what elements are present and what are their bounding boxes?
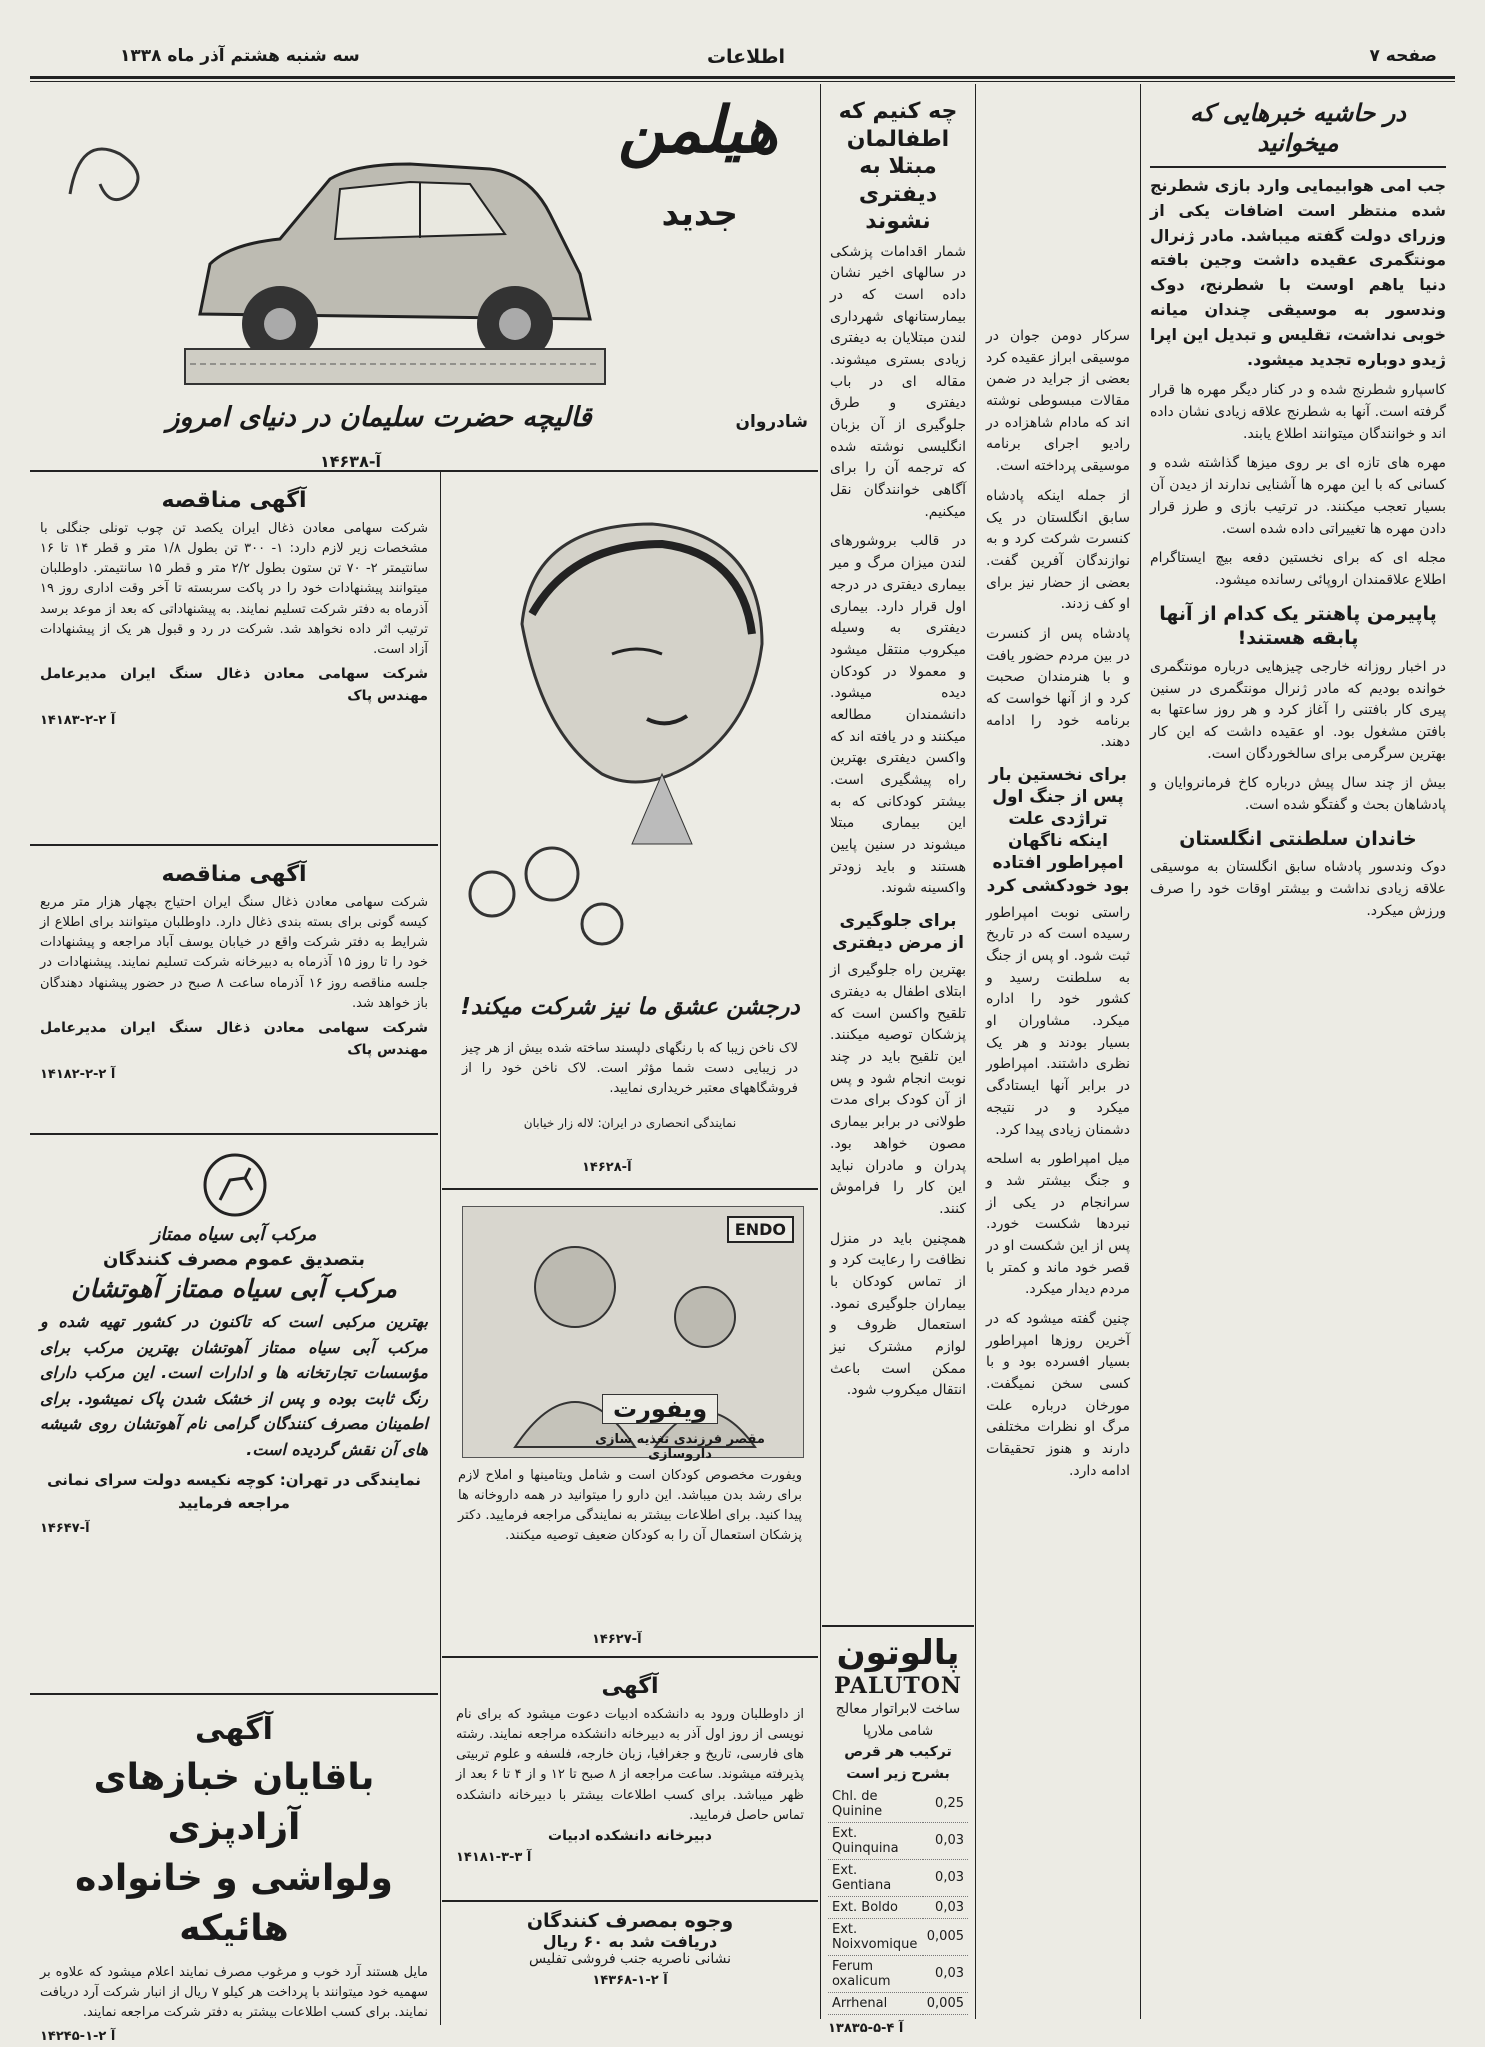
diphtheria-title: چه کنیم که اطفالمان مبتلا به دیفتری نشوند xyxy=(838,99,958,234)
ingredient-amount: 0,03 xyxy=(923,1859,968,1896)
tender-body: شرکت سهامی معادن ذغال ایران یکصد تن چوب تونلی جنگلی با مشخصات زیر لازم دارد: ۱- ۳۰۰ تن بطول ۱/۸ متر و قطر ۱۴ تا ۱۶ سانتیمتر ۲- ۷۰ تن ستون بطول ۲/۲ متر و قطر ۱۵ سانتیمتر. داوطلبان میتوانند پیشنهادات خود را در پاکت سربسته تا آخر وقت اداری روز ۱۹ آذرماه به دفتر شرکت تسلیم نمایند. به پیشنهاداتی که بعد از موعد برسد ترتیب اثر داده نخواهد شد. شرکت در رد و قبول هر یک از پیشنهادات آزاد است. xyxy=(40,521,429,657)
tender-ad-2 xyxy=(30,850,438,1135)
ad-ref: ۱۴۱۸۱-آ ۳-۳ xyxy=(456,1849,532,1865)
deer-logo xyxy=(200,1150,270,1220)
header-rule xyxy=(30,76,1455,79)
endo-logo: ENDO xyxy=(727,1216,794,1243)
article-paragraph: چنین گفته میشود که در آخرین روزها امپراطور بسیار افسرده بود و با کسی سخن نمیگفت. مورخان درباره علت مرگ او نظرات مختلفی دارند و هنوز تحقیقات ادامه دارد. xyxy=(986,1311,1130,1479)
ingredient-amount: 0,005 xyxy=(923,1918,968,1955)
paluton-composition: ترکیب هر قرص بشرح زیر است xyxy=(844,1744,952,1783)
diphtheria-article xyxy=(822,88,974,1618)
new-label: جدید xyxy=(661,194,738,234)
payment-line: وجوه بمصرف کنندگان xyxy=(526,1910,734,1932)
vifort-ad xyxy=(442,1194,818,1658)
ad-ref: ۱۴۲۴۵-آ ۲-۱ xyxy=(40,2028,116,2044)
ad-ref: ۱۴۱۸۲-آ ۲-۲ xyxy=(40,1067,116,1083)
car-illustration xyxy=(170,124,610,394)
page-number: صفحه ۷ xyxy=(1369,46,1437,66)
ad-ref: ۱۴۶۳۸-آ xyxy=(320,452,381,471)
ad-ref: ۱۴۶۴۷-آ xyxy=(40,1521,90,1537)
ingredient-row xyxy=(828,1786,968,1823)
woman-illustration xyxy=(462,504,802,864)
nail-headline: درجشن عشق ما نیز شرکت میکند! xyxy=(460,994,800,1020)
ingredient-name: Arrhenal xyxy=(828,1992,923,2014)
tender-sign: شرکت سهامی معادن ذغال سنگ ایران مدیرعامل مهندس پاک xyxy=(40,665,428,704)
car-dealer: شادروان xyxy=(735,412,808,432)
article-paragraph: شمار اقدامات پزشکی در سالهای اخیر نشان داده است که در بیمارستانهای شهرداری لندن مبتلایان به دیفتری زیادی بستری میشوند. مقاله ای در باب دیفتری و طرق جلوگیری از آن بزبان انگلیسی نوشته شده که ترجمه آن را برای آگاهی خوانندگان نقل میکنیم. xyxy=(830,243,966,520)
issue-date: سه شنبه هشتم آذر ماه ۱۳۳۸ xyxy=(120,46,360,66)
article-paragraph: بهترین راه جلوگیری از ابتلای اطفال به دیفتری تلقیح واکسن است که پزشکان توصیه میکنند. این تلقیح باید در چند نوبت انجام شود و پس از آن کودک برای مدت طولانی در برابر بیماری مصون خواهد بود. پدران و مادران نباید این کار را فراموش کنند. xyxy=(830,962,966,1217)
ad-title: آگهی xyxy=(195,1712,273,1747)
column-divider xyxy=(1140,84,1141,2019)
ink-distributor: نمایندگی در تهران: کوچه نکیسه دولت سرای نمانی مراجعه فرمایید xyxy=(47,1470,421,1512)
nail-distributor: نمایندگی انحصاری در ایران: لاله زار خیابان xyxy=(523,1116,737,1130)
payment-line: نشانی ناصریه جنب فروشی تفلیس xyxy=(528,1951,732,1967)
ink-intro: بتصدیق عموم مصرف کنندگان xyxy=(102,1249,365,1270)
paluton-brand-en: PALUTON xyxy=(833,1673,963,1699)
university-sign: دبیرخانه دانشکده ادبیات xyxy=(548,1827,712,1844)
hillman-car-ad xyxy=(30,84,818,472)
ad-ref: ۱۳۸۳۵-آ ۴-۵ xyxy=(828,2020,904,2036)
ink-body: بهترین مرکبی است که تاکنون در کشور تهیه شده و مرکب آبی سیاه ممتاز آهوتشان بهترین مرکب برای مؤسسات تجارتخانه ها و ادارات است. این مرکب دارای رنگ ثابت بوده و پس از خشک شدن پاک نمیشود. برای اطمینان مصرف کنندگان گرامی نام آهوتشان روی شیشه های آن نقش گردیده است. xyxy=(40,1312,428,1459)
article-paragraph: پادشاه پس از کنسرت در بین مردم حضور یافت و با هنرمندان صحبت کرد و از آنها خواست که برنامه خود را ادامه دهند. xyxy=(986,625,1130,751)
ingredient-amount: 0,03 xyxy=(923,1955,968,1992)
article-column xyxy=(978,320,1138,2020)
university-ad xyxy=(442,1662,818,1902)
payment-ad xyxy=(442,1906,818,2020)
news-paragraph: بیش از چند سال پیش درباره کاخ فرمانروایان و پادشاهان بحث و گفتگو شده است. xyxy=(1150,775,1446,814)
ingredient-amount: 0,25 xyxy=(923,1786,968,1823)
swirl-decoration xyxy=(60,124,170,214)
ingredient-name: Ferum oxalicum xyxy=(828,1955,923,1992)
tender-body: شرکت سهامی معادن ذغال سنگ ایران احتیاج بچهار هزار متر مربع کیسه گونی برای بسته بندی ذغال دارد. داوطلبان میتوانند برای اطلاع از شرایط به دفتر شرکت واقع در خیابان یوسف آباد مراجعه و پیشنهادات خود را تا روز ۱۵ آذرماه به دبیرخانه شرکت تسلیم نمایند. پیشنهادات در جلسه مناقصه روز ۱۶ آذرماه ساعت ۸ صبح در حضور پیشنهاد دهندگان باز خواهد شد. xyxy=(40,895,429,1011)
university-body: از داوطلبان ورود به دانشکده ادبیات دعوت میشود که برای نام نویسی از روز اول آذر به دبیرخانه دانشکده مراجعه نمایند. رشته های فارسی، تاریخ و جغرافیا، زبان خارجه، فلسفه و علوم تربیتی پذیرفته میشوند. ساعت مراجعه از ۸ صبح تا ۱۲ و از ۴ تا ۶ بعد از ظهر میباشد. برای کسب اطلاعات بیشتر با دبیرخانه دانشکده تماس حاصل فرمایید. xyxy=(456,1707,804,1823)
ingredient-name: Ext. Gentiana xyxy=(828,1859,923,1896)
news-paragraph: جب امی هوابیمایی وارد بازی شطرنج شده منتظر است اضافات یکی از وزرای دولت گفته میباشد. مادر ژنرال مونتگمری عقیده داشت وجین بافته دنیا یاهم اوست با شطرنج، دوک وندسور به موسیقی چندان میانه خوبی نداشت، تقلیس و تبدیل این اپرا ژیدو دوباره تجدید میشود. xyxy=(1150,176,1446,369)
ingredient-row xyxy=(828,1859,968,1896)
column-divider xyxy=(820,84,821,2019)
ingredients-table xyxy=(828,1786,968,2015)
paluton-brand-fa: پالوتون xyxy=(836,1633,960,1673)
flowers-decoration xyxy=(452,834,652,984)
bakers-headline: ولواشی و خانواده هائیکه xyxy=(75,1857,393,1950)
vifort-tagline: مقصر فرزندی تغذیه سازی داروسازی xyxy=(595,1432,765,1462)
ingredient-row xyxy=(828,1918,968,1955)
article-paragraph: راستی نوبت امپراطور رسیده است که در تاریخ ثبت شود. او پس از جنگ به سلطنت رسید و کشور خود را اداره میکرد. مشاوران او بسیار بودند و هر یک نظری داشتند. امپراطور در برابر آنها ایستادگی میکرد و در نتیجه دشمنان زیادی پیدا کرد. xyxy=(986,904,1130,1138)
ink-headline: مرکب آبی سیاه ممتاز آهوتشان xyxy=(71,1274,397,1303)
ingredient-amount: 0,03 xyxy=(923,1822,968,1859)
ingredient-amount: 0,03 xyxy=(923,1896,968,1918)
news-paragraph: کاسپارو شطرنج شده و در کنار دیگر مهره ها قرار گرفته است. آنها به شطرنج علاقه زیادی نشان داده اند و خوانندگان میتوانند اطلاع یابند. xyxy=(1150,382,1446,442)
column-divider xyxy=(975,84,976,2019)
news-paragraph: در اخبار روزانه خارجی چیزهایی درباره مونتگمری خوانده بودیم که مادر ژنرال مونتگمری در سنین پیری کار بافتنی را آغاز کرد و هر روز ساعتها به بافتن مشغول بود. او عقیده داشت که این کار بهترین سرگرمی برای سالخوردگان است. xyxy=(1150,658,1446,762)
paluton-ad xyxy=(822,1625,974,2036)
article-subheading: برای نخستین بار پس از جنگ اول تراژدی علت اینکه ناگهان امپراطور افتاده بود خودکشی کرد xyxy=(986,765,1130,896)
ad-ref: ۱۴۶۲۷-آ xyxy=(592,1632,642,1647)
ad-ref: ۱۴۶۲۸-آ xyxy=(582,1160,632,1175)
ad-title: آگهی مناقصه xyxy=(161,862,307,887)
nail-body: لاک ناخن زیبا که با رنگهای دلپسند ساخته شده بیش از هر چیز در زیبایی دست شما مؤثر است. لاک ناخن خود را از فروشگاههای معتبر خریداری نمایید. xyxy=(462,1041,798,1097)
ingredient-row xyxy=(828,1992,968,2014)
ad-ref: ۱۴۳۶۸-آ ۲-۱ xyxy=(592,1973,668,1988)
column-divider xyxy=(440,470,441,2025)
nail-polish-ad xyxy=(442,474,818,1190)
article-paragraph: از جمله اینکه پادشاه سابق انگلستان در یک کنسرت شرکت کرد و به نوازندگان آفرین گفت. بعضی از حضار نیز برای او کف زدند. xyxy=(986,487,1130,613)
ingredient-row xyxy=(828,1955,968,1992)
article-paragraph: میل امپراطور به اسلحه و جنگ بیشتر شد و سرانجام در یکی از نبردها شکست خورد. پس از این شکست او در قصر خود ماند و کمتر با مردم دیدار میکرد. xyxy=(986,1151,1130,1298)
tender-sign: شرکت سهامی معادن ذغال سنگ ایران مدیرعامل مهندس پاک xyxy=(40,1019,428,1058)
tender-ad-1 xyxy=(30,476,438,846)
article-paragraph: همچنین باید در منزل نظافت را رعایت کرد و از تماس کودکان با بیماران جلوگیری نمود. استعمال ظروف و لوازم مشترک نیز ممکن است باعث انتقال میکروب شود. xyxy=(830,1230,966,1399)
news-subheading: پاپیرمن پاهنتر یک کدام از آنها پابقه هستند! xyxy=(1159,602,1437,650)
news-column xyxy=(1142,88,1454,2023)
ingredient-name: Ext. Quinquina xyxy=(828,1822,923,1859)
ink-ad xyxy=(30,1140,438,1695)
paluton-desc: ساخت لابراتوار معالج شامی ملارپا xyxy=(835,1701,961,1739)
ingredient-name: Ext. Boldo xyxy=(828,1896,923,1918)
bakers-body: مایل هستند آرد خوب و مرغوب مصرف نمایند اعلام میشود که علاوه بر سهمیه خود میتوانند با پرداخت هر کیلو ۷ ریال از انبار شرکت آرد دریافت نمایند. برای کسب اطلاعات بیشتر به دفتر شرکت مراجعه نمایند. xyxy=(40,1964,429,2020)
vifort-body: ویفورت مخصوص کودکان است و شامل ویتامینها و املاح لازم برای رشد بدن میباشد. این دارو را میتوانید در همه داروخانه ها پیدا کنید. برای اطلاعات بیشتر به نمایندگی مراجعه فرمایید. دکتر پزشکان استعمال آن را به کودکان ضعیف توصیه میکنند. xyxy=(458,1468,802,1544)
news-title: در حاشیه خبرهایی که میخوانید xyxy=(1150,98,1446,168)
vifort-brand: ویفورت xyxy=(602,1394,718,1424)
article-subheading: برای جلوگیری از مرض دیفتری xyxy=(832,911,964,954)
ink-brand: مرکب آبی سیاه ممتاز xyxy=(151,1224,317,1245)
article-paragraph: سرکار دومن جوان در موسیقی ابراز عقیده کرد بعضی از جراید در ضمن مقالات مبسوطی نوشته اند که مادام شاهزاده در رادیو اجرای برنامه موسیقی پرداخته است. xyxy=(986,328,1130,475)
ad-title: آگهی مناقصه xyxy=(161,488,307,513)
news-paragraph: مجله ای که برای نخستین دفعه بیچ ایستاگرام اطلاع علاقمندان اروپائی رسانده میشود. xyxy=(1150,550,1446,588)
bakers-ad xyxy=(30,1700,438,2044)
hillman-brand: هیلمن xyxy=(618,94,778,168)
news-paragraph: دوک وندسور پادشاه سابق انگلستان به موسیقی علاقه زیادی نداشت و بیشتر اوقات خود را صرف ورزش میکرد. xyxy=(1150,859,1446,919)
article-paragraph: در قالب بروشورهای لندن میزان مرگ و میر بیماری دیفتری در درجه اول قرار دارد. بیماری دیفتری به وسیله میکروب منتقل میشود و معمولا در کودکان دیده میشود. دانشمندان مطالعه میکنند و در یافته اند که واکسن دیفتری بهترین راه پیشگیری است. بیشتر کودکانی که به این بیماری مبتلا میشوند در سنین پایین هستند و باید زودتر واکسینه شوند. xyxy=(830,533,966,897)
header-rule-thin xyxy=(30,81,1455,82)
bakers-headline: باقایان خبازهای آزادپزی xyxy=(93,1757,375,1849)
ingredient-row xyxy=(828,1822,968,1859)
ingredient-amount: 0,005 xyxy=(923,1992,968,2014)
masthead: اطلاعات xyxy=(706,46,785,68)
ad-title: آگهی xyxy=(601,1674,659,1699)
news-subheading: خاندان سلطنتی انگلستان xyxy=(1179,827,1417,850)
car-slogan: قالیچه حضرت سلیمان در دنیای امروز xyxy=(166,402,592,433)
ingredient-row xyxy=(828,1896,968,1918)
payment-line: دریافت شد به ۶۰ ریال xyxy=(542,1932,718,1951)
ingredient-name: Ext. Noixvomique xyxy=(828,1918,923,1955)
ad-ref: ۱۴۱۸۳-آ ۲-۲ xyxy=(40,713,116,729)
ingredient-name: Chl. de Quinine xyxy=(828,1786,923,1823)
news-paragraph: مهره های تازه ای بر روی میزها گذاشته شده و کسانی که با این مهره ها آشنایی ندارند از دیدن آن بسیار تعجب میکنند. در ترتیب بازی و طرز قرار دادن مهره ها تغییراتی داده شده است. xyxy=(1150,455,1446,537)
